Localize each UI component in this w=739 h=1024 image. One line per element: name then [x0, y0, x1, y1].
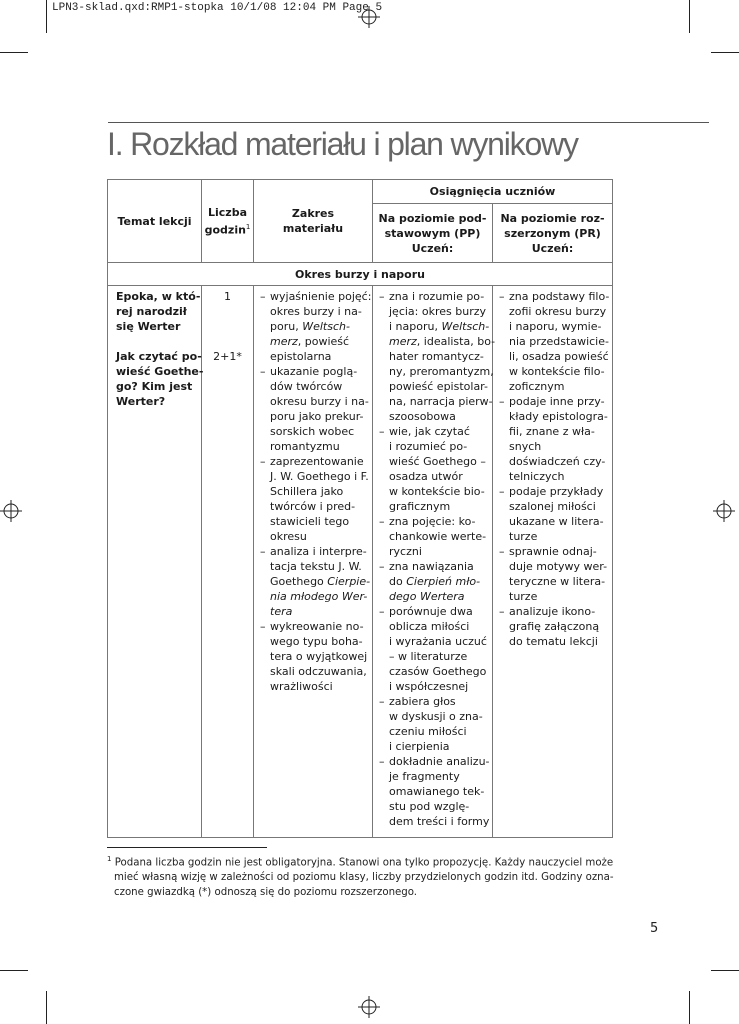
crop-mark-bottom-right-v [689, 991, 690, 1024]
header-topic: Temat lekcji [108, 180, 202, 263]
list-item: – analiza i interpre- tacja tekstu J. W. Goethego Cierpie- nia młodego Wer- tera [260, 545, 371, 618]
crop-mark-bottom-left-v [46, 991, 47, 1024]
page-number: 5 [650, 921, 659, 936]
list-item: – podaje przykłady szalonej miłości ukazane w litera- turze [499, 485, 604, 543]
list-item: – zna podstawy filo- zofii okresu burzy i naporu, wymie- nia przedstawicie- li, osadza powieść w kontekście filo- zoficznym [499, 290, 610, 393]
title-rule [108, 122, 709, 123]
list-item: – zna nawiązania do Cierpień mło- dego Wertera [379, 560, 481, 603]
header-pp: Na poziomie pod- stawowym (PP) Uczeń: [373, 204, 493, 263]
crop-mark-bottom-left-h [0, 970, 28, 971]
pp-cell [373, 286, 496, 838]
crop-mark-top-left-v [46, 0, 47, 33]
printer-slug: LPN3-sklad.qxd:RMP1-stopka 10/1/08 12:04 PM Page 5 [52, 2, 383, 14]
list-item: – zna i rozumie po- jęcia: okres burzy i naporu, Weltsch- merz, idealista, bo- hater romantycz- ny, preromantyzm, powieść epistolar- na, narracja pierw- szoosobowa [379, 290, 496, 423]
list-item: – zaprezentowanie J. W. Goethego i F. Schillera jako twórców i pred- stawicieli tego okresu [260, 455, 369, 543]
header-pr: Na poziomie roz- szerzonym (PR) Uczeń: [493, 204, 613, 263]
crop-mark-top-left-h [0, 52, 28, 53]
list-item: – podaje inne przy- kłady epistologra- fii, znane z wła- snych doświadczeń czy- telniczych [499, 395, 608, 483]
topic: Jak czytać po- wieść Goethe- go? Kim jest Werter? [116, 350, 204, 408]
pr-cell [493, 286, 613, 838]
list-item: – wykreowanie no- wego typu boha- tera o wyjątkowej skali odczuwania, wrażliwości [260, 620, 368, 693]
header-hours: Liczba godzin$^1$ [202, 180, 254, 263]
scope-cell [254, 286, 373, 838]
list-item: – analizuje ikono- grafię załączoną do tematu lekcji [499, 605, 600, 648]
list-item: – dokładnie analizu- je fragmenty omawianego tek- stu pod wzglę- dem treści i formy [379, 755, 490, 828]
footnote-ref: 1 [245, 222, 251, 231]
crop-mark-bottom-right-h [711, 970, 739, 971]
registration-mark-right [713, 500, 735, 522]
list-item: – sprawnie odnaj- duje motywy wer- teryczne w litera- turze [499, 545, 608, 603]
header-scope: Zakres materiału [254, 180, 373, 263]
topics-cell [108, 286, 202, 838]
page-title: I. Rozkład materiału i plan wynikowy [107, 126, 578, 162]
crop-mark-top-right-v [689, 0, 690, 33]
list-item: – wie, jak czytać i rozumieć po- wieść Goethego – osadza utwór w kontekście bio- graficznym [379, 425, 486, 513]
hours-value: 1 [224, 290, 231, 303]
header-achievements: Osiągnięcia uczniów [373, 180, 613, 204]
list-item: – zna pojęcie: ko- chankowie werte- ryczni [379, 515, 487, 558]
registration-mark-bottom [358, 996, 380, 1018]
list-item: – zabiera głos w dyskusji o zna- czeniu miłości i cierpienia [379, 695, 483, 753]
crop-mark-top-right-h [711, 52, 739, 53]
list-item: – ukazanie poglą- dów twórców okresu burzy i na- poru jako prekur- sorskich wobec romantyzmu [260, 365, 369, 453]
registration-mark-left [0, 500, 22, 522]
footnote: $^1$ Podana liczba godzin nie jest obligatoryjna. Stanowi ona tylko propozycję. Każdy nauczyciel może mieć własną wizję w zależności od poziomu klasy, liczby przydzielonych godzin itd. Godziny ozna- czone gwiazdką (*) odnoszą się do poziomu rozszerzonego. [107, 855, 614, 899]
footnote-mark: 1 [107, 855, 112, 863]
lesson-plan-table [107, 179, 613, 838]
topic: Epoka, w któ- rej narodził się Werter [116, 290, 201, 333]
hours-cell [202, 286, 254, 838]
registration-mark-top [358, 6, 380, 28]
hours-value: 2+1* [213, 350, 242, 363]
footnote-rule [107, 847, 267, 848]
list-item: – wyjaśnienie pojęć: okres burzy i na- poru, Weltsch- merz, powieść epistolarna [260, 290, 372, 363]
section-heading: Okres burzy i naporu [108, 263, 613, 286]
list-item: – porównuje dwa oblicza miłości i wyrażania uczuć – w literaturze czasów Goethego i współczesnej [379, 605, 487, 693]
